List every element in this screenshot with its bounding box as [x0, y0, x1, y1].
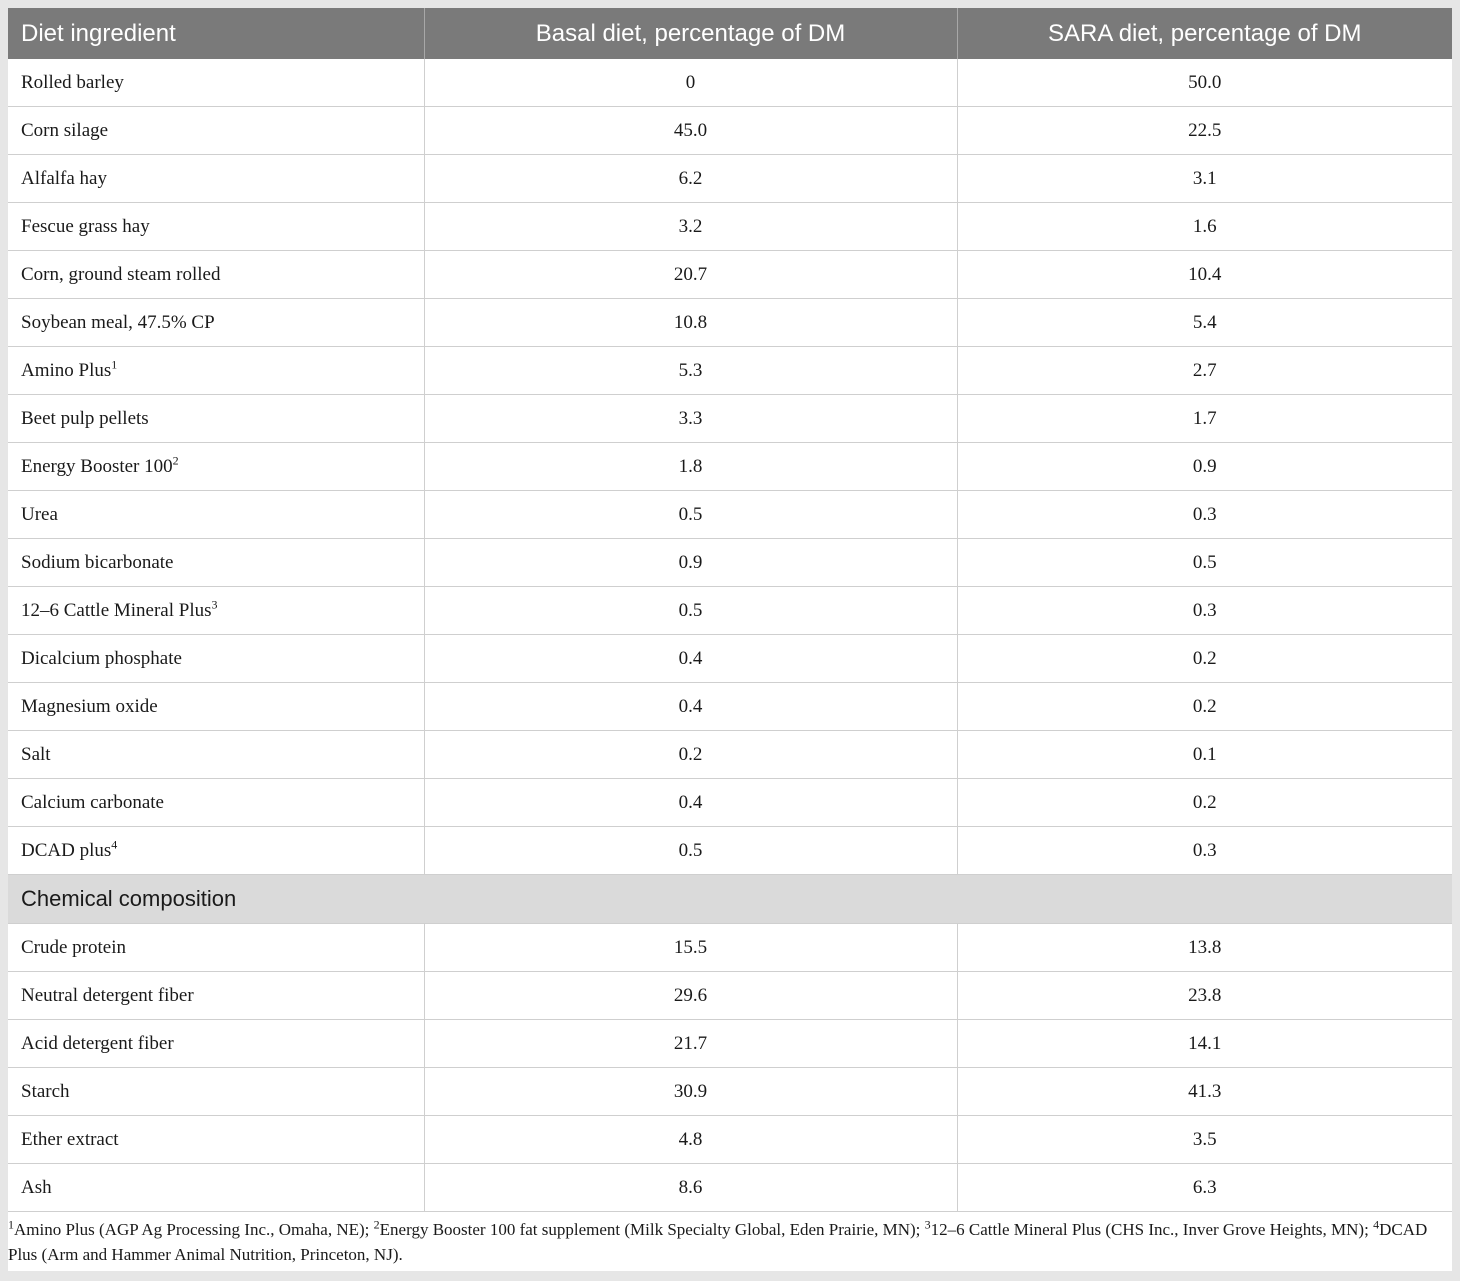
basal-value: 5.3 — [424, 347, 957, 395]
footnote-number: 1 — [8, 1217, 14, 1232]
table-row — [8, 779, 1452, 827]
sara-value: 13.8 — [957, 924, 1452, 972]
footnote-number: 3 — [924, 1217, 931, 1232]
table-row — [8, 347, 1452, 395]
ingredients-body — [8, 59, 1452, 875]
basal-value: 10.8 — [424, 299, 957, 347]
row-label — [8, 1068, 424, 1116]
footnote-marker: 4 — [111, 837, 118, 852]
footnote-marker: 1 — [111, 357, 118, 372]
row-label-text: Urea — [21, 503, 58, 525]
sara-value: 2.7 — [957, 347, 1452, 395]
basal-value: 6.2 — [424, 155, 957, 203]
row-label-text: Ether extract — [21, 1128, 119, 1150]
header-basal-diet: Basal diet, percentage of DM — [424, 8, 957, 59]
row-label — [8, 491, 424, 539]
row-label-text: Energy Booster 100 — [21, 455, 173, 477]
basal-value: 1.8 — [424, 443, 957, 491]
sara-value: 0.2 — [957, 635, 1452, 683]
row-label — [8, 347, 424, 395]
row-label-text: Crude protein — [21, 936, 127, 958]
footnote-text: Energy Booster 100 fat supplement (Milk Specialty Global, Eden Prairie, MN); — [379, 1220, 925, 1239]
table-row — [8, 1068, 1452, 1116]
basal-value: 21.7 — [424, 1020, 957, 1068]
row-label — [8, 443, 424, 491]
row-label — [8, 251, 424, 299]
row-label-text: DCAD plus — [21, 839, 112, 861]
diet-composition-table — [8, 8, 1452, 1212]
row-label — [8, 107, 424, 155]
table-row — [8, 731, 1452, 779]
table-row — [8, 587, 1452, 635]
sara-value: 1.6 — [957, 203, 1452, 251]
basal-value: 4.8 — [424, 1116, 957, 1164]
row-label — [8, 203, 424, 251]
table-row — [8, 1116, 1452, 1164]
table-header-row — [8, 8, 1452, 59]
row-label-text: Amino Plus — [21, 359, 112, 381]
table-row — [8, 395, 1452, 443]
sara-value: 50.0 — [957, 59, 1452, 107]
row-label-text: Magnesium oxide — [21, 695, 158, 717]
row-label-text: Sodium bicarbonate — [21, 551, 174, 573]
table-row — [8, 683, 1452, 731]
footnote-text: 12–6 Cattle Mineral Plus (CHS Inc., Inver Grove Heights, MN); — [930, 1220, 1374, 1239]
basal-value: 3.3 — [424, 395, 957, 443]
row-label — [8, 731, 424, 779]
row-label — [8, 1116, 424, 1164]
basal-value: 0.5 — [424, 587, 957, 635]
table-row — [8, 1020, 1452, 1068]
sara-value: 0.2 — [957, 683, 1452, 731]
row-label-text: Alfalfa hay — [21, 167, 107, 189]
composition-body — [8, 924, 1452, 1212]
sara-value: 22.5 — [957, 107, 1452, 155]
row-label-text: Rolled barley — [21, 71, 124, 93]
sara-value: 5.4 — [957, 299, 1452, 347]
basal-value: 0.4 — [424, 779, 957, 827]
table-row — [8, 155, 1452, 203]
sara-value: 14.1 — [957, 1020, 1452, 1068]
basal-value: 29.6 — [424, 972, 957, 1020]
basal-value: 0.5 — [424, 827, 957, 875]
row-label-text: Corn, ground steam rolled — [21, 263, 221, 285]
table-row — [8, 443, 1452, 491]
sara-value: 0.2 — [957, 779, 1452, 827]
row-label-text: Starch — [21, 1080, 70, 1102]
table-row — [8, 972, 1452, 1020]
basal-value: 0.2 — [424, 731, 957, 779]
footnote-number: 2 — [373, 1217, 380, 1232]
row-label-text: Corn silage — [21, 119, 109, 141]
row-label — [8, 635, 424, 683]
sara-value: 1.7 — [957, 395, 1452, 443]
section-body — [8, 875, 1452, 924]
row-label-text: Ash — [21, 1176, 52, 1198]
table-row — [8, 539, 1452, 587]
table-row — [8, 203, 1452, 251]
sara-value: 0.5 — [957, 539, 1452, 587]
basal-value: 8.6 — [424, 1164, 957, 1212]
footnote-marker: 2 — [172, 453, 179, 468]
sara-value: 10.4 — [957, 251, 1452, 299]
sara-value: 0.3 — [957, 587, 1452, 635]
table-row — [8, 59, 1452, 107]
table-row — [8, 107, 1452, 155]
sara-value: 3.5 — [957, 1116, 1452, 1164]
row-label-text: Salt — [21, 743, 51, 765]
row-label — [8, 155, 424, 203]
footnote-number: 4 — [1373, 1217, 1380, 1232]
basal-value: 15.5 — [424, 924, 957, 972]
table-footnote — [8, 1212, 1452, 1271]
sara-value: 0.3 — [957, 491, 1452, 539]
row-label — [8, 972, 424, 1020]
section-row-chemical-composition — [8, 875, 1452, 924]
basal-value: 0 — [424, 59, 957, 107]
header-diet-ingredient: Diet ingredient — [8, 8, 424, 59]
row-label — [8, 924, 424, 972]
row-label — [8, 1164, 424, 1212]
row-label — [8, 1020, 424, 1068]
basal-value: 0.4 — [424, 683, 957, 731]
footnote-text: DCAD Plus (Arm and Hammer Animal Nutrition, Princeton, NJ). — [8, 1220, 1428, 1264]
table-row — [8, 924, 1452, 972]
row-label — [8, 683, 424, 731]
sara-value: 0.1 — [957, 731, 1452, 779]
row-label — [8, 395, 424, 443]
diet-table-container — [8, 8, 1452, 1271]
footnote-marker: 3 — [211, 597, 218, 612]
header-sara-diet: SARA diet, percentage of DM — [957, 8, 1452, 59]
sara-value: 6.3 — [957, 1164, 1452, 1212]
row-label — [8, 587, 424, 635]
table-row — [8, 491, 1452, 539]
sara-value: 41.3 — [957, 1068, 1452, 1116]
basal-value: 3.2 — [424, 203, 957, 251]
table-row — [8, 1164, 1452, 1212]
basal-value: 0.5 — [424, 491, 957, 539]
basal-value: 45.0 — [424, 107, 957, 155]
basal-value: 20.7 — [424, 251, 957, 299]
row-label-text: Soybean meal, 47.5% CP — [21, 311, 215, 333]
row-label — [8, 299, 424, 347]
row-label-text: Acid detergent fiber — [21, 1032, 174, 1054]
row-label-text: Neutral detergent fiber — [21, 984, 194, 1006]
sara-value: 23.8 — [957, 972, 1452, 1020]
row-label-text: Beet pulp pellets — [21, 407, 149, 429]
table-row — [8, 251, 1452, 299]
table-row — [8, 827, 1452, 875]
basal-value: 0.4 — [424, 635, 957, 683]
row-label-text: Fescue grass hay — [21, 215, 150, 237]
table-row — [8, 299, 1452, 347]
row-label-text: Dicalcium phosphate — [21, 647, 182, 669]
basal-value: 30.9 — [424, 1068, 957, 1116]
footnote-text: Amino Plus (AGP Ag Processing Inc., Omaha, NE); — [14, 1220, 374, 1239]
sara-value: 0.3 — [957, 827, 1452, 875]
row-label — [8, 539, 424, 587]
row-label-text: 12–6 Cattle Mineral Plus — [21, 599, 212, 621]
row-label — [8, 59, 424, 107]
section-label: Chemical composition — [8, 875, 1452, 924]
row-label — [8, 779, 424, 827]
sara-value: 3.1 — [957, 155, 1452, 203]
basal-value: 0.9 — [424, 539, 957, 587]
sara-value: 0.9 — [957, 443, 1452, 491]
row-label-text: Calcium carbonate — [21, 791, 164, 813]
row-label — [8, 827, 424, 875]
table-row — [8, 635, 1452, 683]
